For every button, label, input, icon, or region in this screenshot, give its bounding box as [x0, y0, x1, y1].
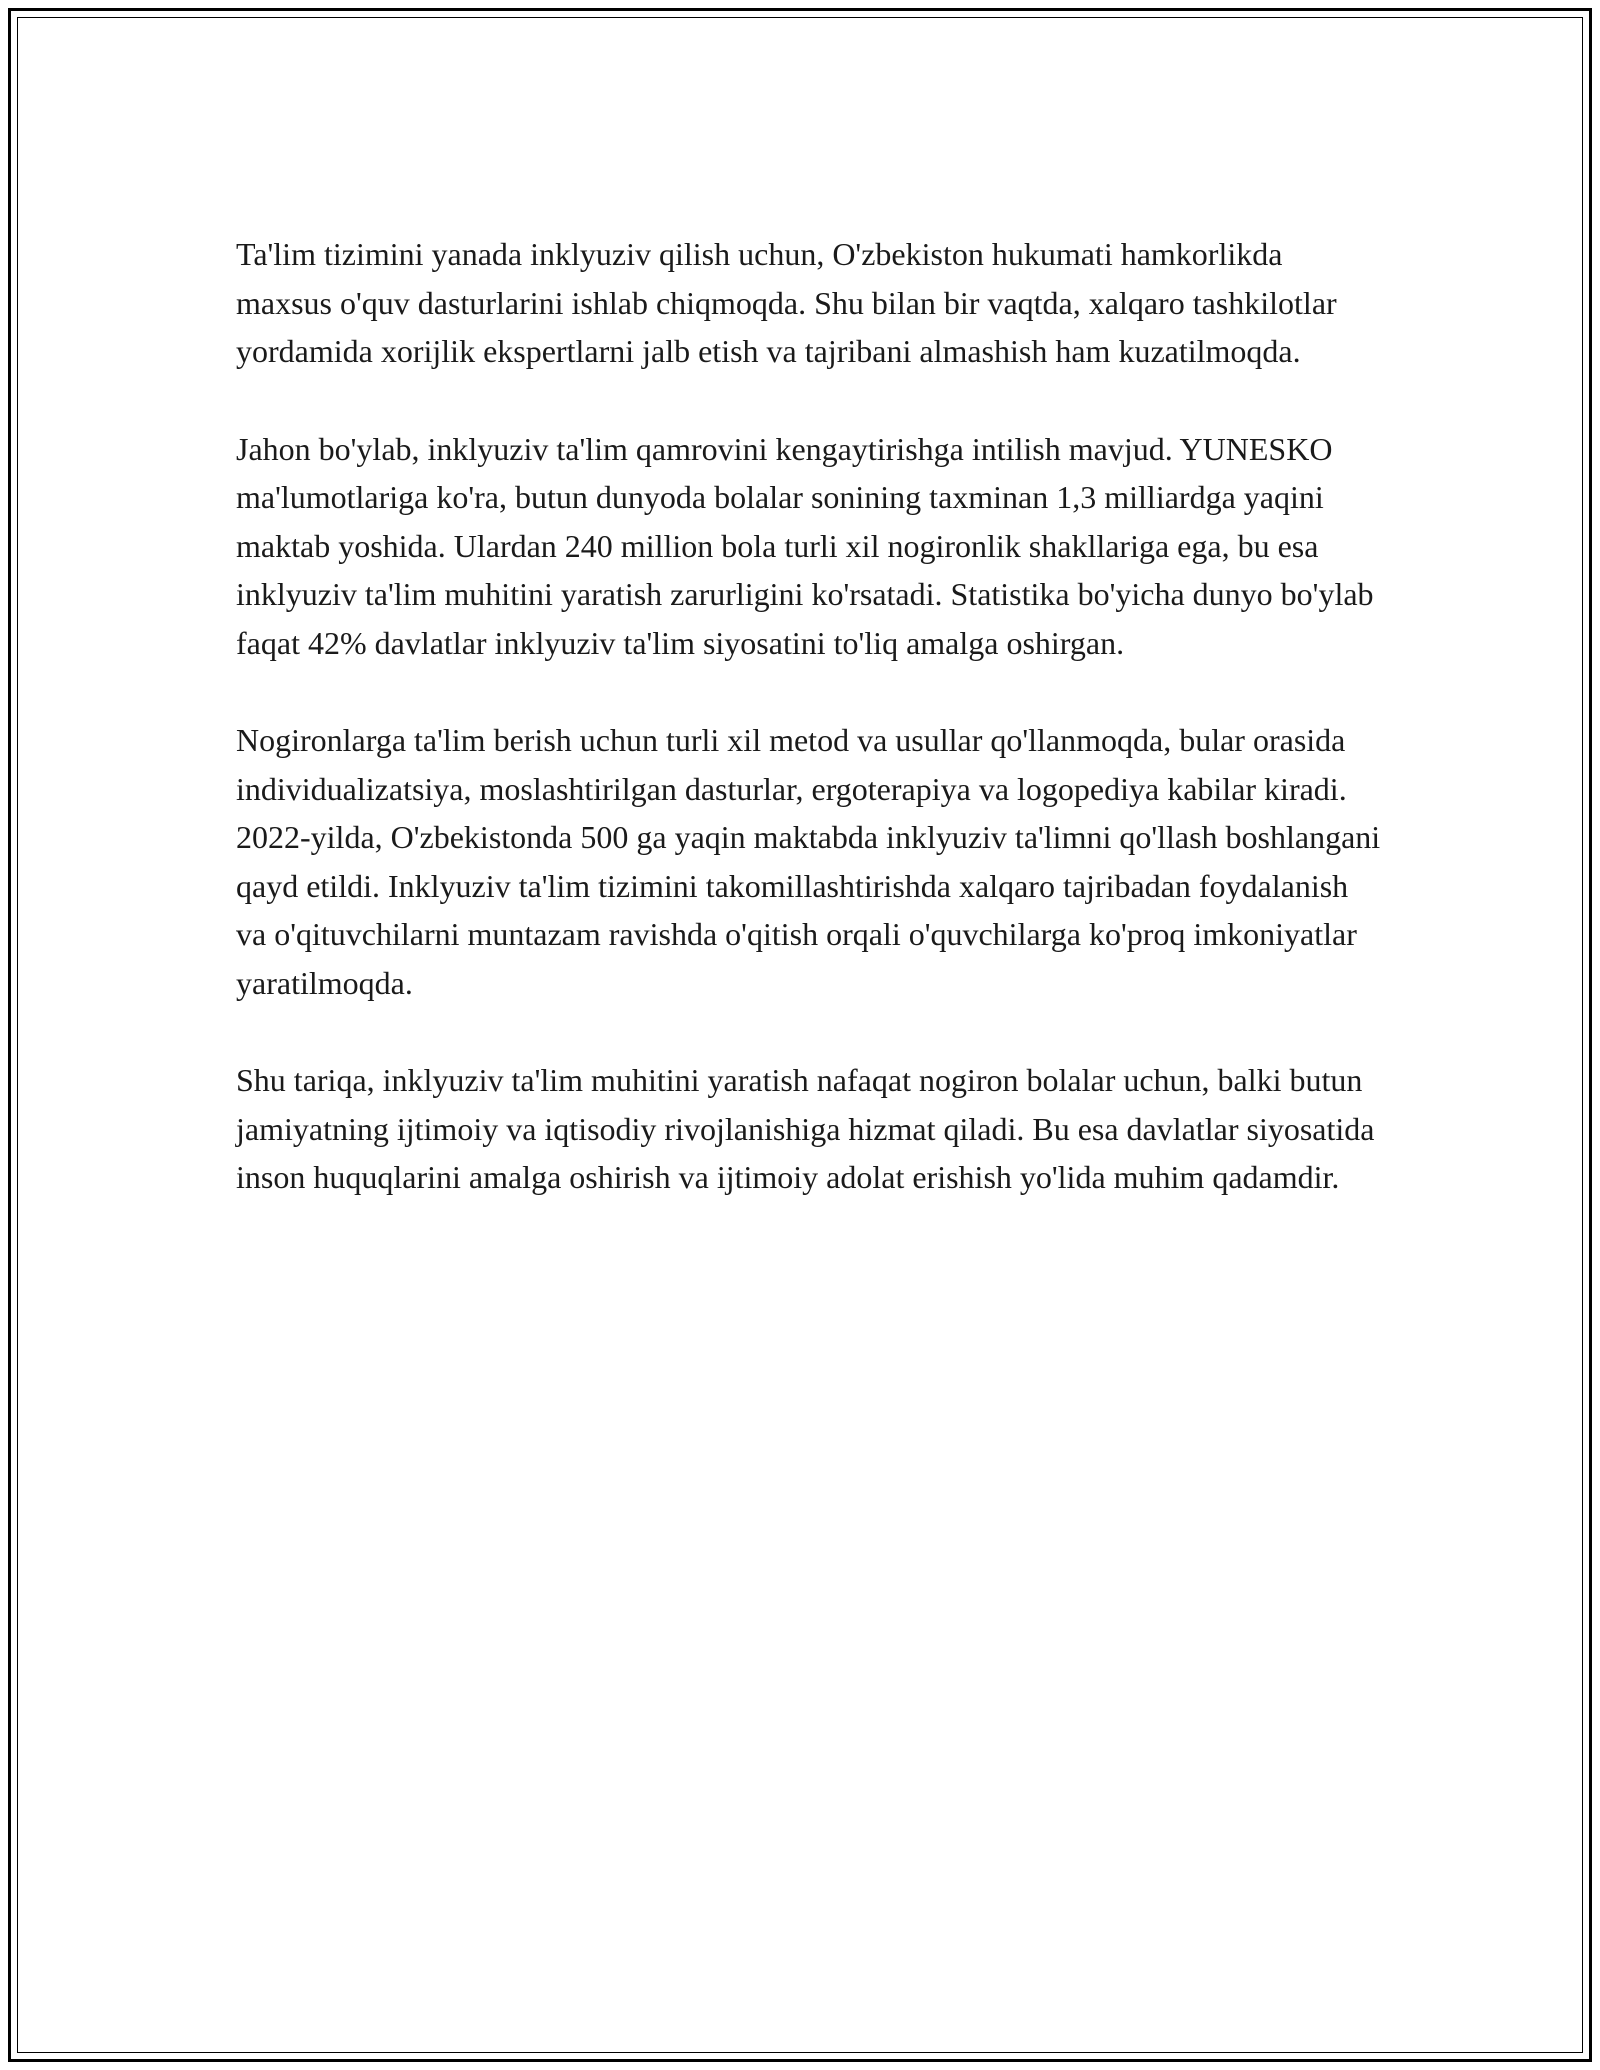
document-body	[236, 230, 1386, 1251]
paragraph-4: Shu tariqa, inklyuziv ta'lim muhitini yaratish nafaqat nogiron bolalar uchun, balki butun jamiyatning ijtimoiy va iqtisodiy rivojlanishiga hizmat qiladi. Bu esa davlatlar siyosatida inson huquqlarini amalga oshirish va ijtimoiy adolat erishish yo'lida muhim qadamdir.	[236, 1062, 1375, 1195]
paragraph-3: Nogironlarga ta'lim berish uchun turli xil metod va usullar qo'llanmoqda, bular orasida individualizatsiya, moslashtirilgan dasturlar, ergoterapiya va logopediya kabilar kiradi. 2022-yilda, O'zbekistonda 500 ga yaqin maktabda inklyuziv ta'limni qo'llash boshlangani qayd etildi. Inklyuziv ta'lim tizimini takomillashtirishda xalqaro tajribadan foydalanish va o'qituvchilarni muntazam ravishda o'qitish orqali o'quvchilarga ko'proq imkoniyatlar yaratilmoqda.	[236, 722, 1381, 1001]
paragraph-2: Jahon bo'ylab, inklyuziv ta'lim qamrovini kengaytirishga intilish mavjud. YUNESKO ma'lumotlariga ko'ra, butun dunyoda bolalar sonining taxminan 1,3 milliardga yaqini maktab yoshida. Ulardan 240 million bola turli xil nogironlik shakllariga ega, bu esa inklyuziv ta'lim muhitini yaratish zarurligini ko'rsatadi. Statistika bo'yicha dunyo bo'ylab faqat 42% davlatlar inklyuziv ta'lim siyosatini to'liq amalga oshirgan.	[236, 430, 1374, 661]
paragraph-1: Ta'lim tizimini yanada inklyuziv qilish uchun, O'zbekiston hukumati hamkorlikda maxsus o'quv dasturlarini ishlab chiqmoqda. Shu bilan bir vaqtda, xalqaro tashkilotlar yordamida xorijlik ekspertlarni jalb etish va tajribani almashish ham kuzatilmoqda.	[236, 236, 1337, 369]
